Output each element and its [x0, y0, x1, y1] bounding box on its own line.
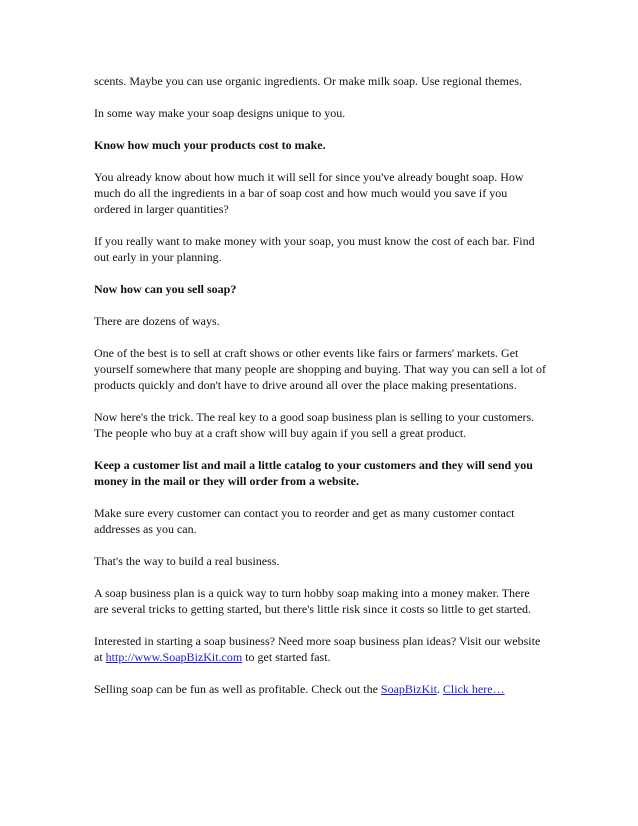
closing-text-before: Selling soap can be fun as well as profitable. Check out the — [94, 682, 381, 696]
interested-text-before: Interested in starting a soap business? Need more soap business plan ideas? Visit our website at — [94, 634, 541, 664]
paragraph-regional-themes: scents. Maybe you can use organic ingredients. Or make milk soap. Use regional themes. — [94, 74, 522, 88]
paragraph-ingredient-cost: You already know about how much it will sell for since you've already bought soap. How much do all the ingredients in a bar of soap cost and how much would you save if you ordered in larger quantities? — [94, 170, 524, 216]
paragraph-dozens-of-ways: There are dozens of ways. — [94, 314, 220, 328]
paragraph-soap-business-plan: A soap business plan is a quick way to turn hobby soap making into a money maker. There are several tricks to getting started, but there's little risk since it costs so little to get started. — [94, 586, 532, 616]
heading-customer-list: Keep a customer list and mail a little catalog to your customers and they will send you money in the mail or they will order from a website. — [94, 458, 533, 488]
paragraph-real-business: That's the way to build a real business. — [94, 554, 280, 568]
document-body — [94, 73, 546, 713]
paragraph-closing — [94, 681, 546, 697]
paragraph-the-trick: Now here's the trick. The real key to a good soap business plan is selling to your customers. The people who buy at a craft show will buy again if you sell a great product. — [94, 410, 535, 440]
paragraph-interested — [94, 633, 546, 665]
interested-text-after: to get started fast. — [242, 650, 331, 664]
paragraph-unique-designs: In some way make your soap designs unique to you. — [94, 106, 346, 120]
soapbizkit-url-link[interactable]: http://www.SoapBizKit.com — [105, 650, 243, 664]
closing-text-middle: . — [436, 682, 443, 696]
paragraph-cost-per-bar: If you really want to make money with your soap, you must know the cost of each bar. Find out early in your planning. — [94, 234, 535, 264]
paragraph-contact-customers: Make sure every customer can contact you to reorder and get as many customer contact addresses as you can. — [94, 506, 515, 536]
heading-know-costs: Know how much your products cost to make. — [94, 138, 326, 152]
paragraph-craft-shows: One of the best is to sell at craft shows or other events like fairs or farmers' markets. Get yourself somewhere that many people are shopping and buying. That way you can sell a lot of products quickly and don't have to drive around all over the place making presentations. — [94, 346, 546, 392]
click-here-link[interactable]: Click here… — [442, 682, 505, 696]
heading-how-to-sell: Now how can you sell soap? — [94, 282, 237, 296]
soapbizkit-link[interactable]: SoapBizKit — [380, 682, 437, 696]
